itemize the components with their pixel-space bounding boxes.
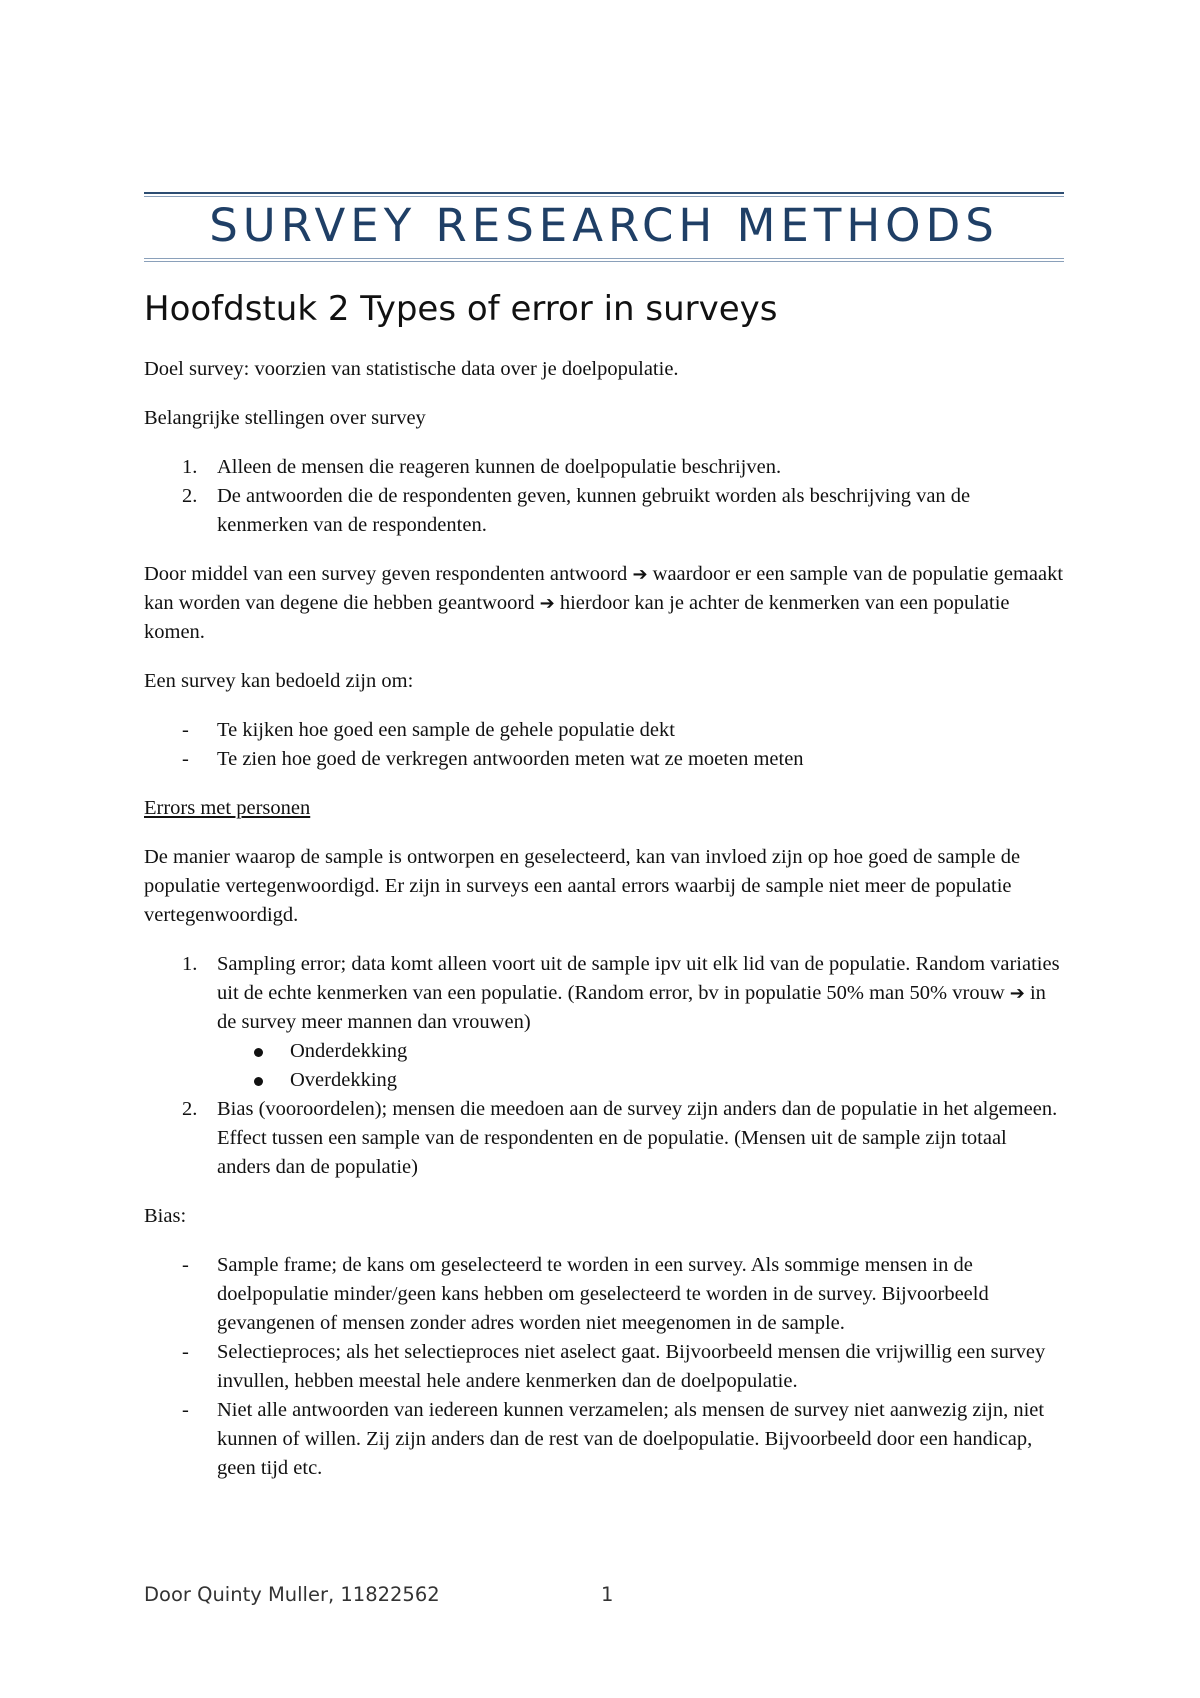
dash-marker: - [182,748,189,770]
title-rule-bottom [144,258,1064,259]
dash-marker: - [182,1341,189,1363]
list-number: 1. [182,953,198,975]
arrow-right-icon: ➔ [1009,983,1025,1004]
title-rule-bottom-thin [144,261,1064,262]
list-item [144,745,1064,774]
bullet-sublist [217,1037,1064,1095]
list-item [144,1251,1064,1338]
dash-marker: - [182,1399,189,1421]
list-item-text: Bias (vooroordelen); mensen die meedoen aan de survey zijn anders dan de populatie in het algemeen. Effect tussen een sample van de respondenten en de populatie. (Mensen uit de sample zijn totaal anders dan de populatie) [217,1098,1058,1178]
list-item-text [217,953,1060,1033]
sublist-item [144,1037,1064,1066]
chapter-heading: Hoofdstuk 2 Types of error in surveys [144,289,778,329]
paragraph-statements-intro: Belangrijke stellingen over survey [144,407,426,429]
text-segment: in de survey meer mannen dan vrouwen) [217,982,1046,1033]
title-rule-top-thin [144,196,1064,197]
dash-list-bias [144,1251,1064,1483]
numbered-list-errors [144,950,1064,1182]
list-item-text: De antwoorden die de respondenten geven, kunnen gebruikt worden als beschrijving van de kenmerken van de respondenten. [217,485,971,536]
sublist-item-text: Onderdekking [290,1040,408,1062]
text-segment: hierdoor kan je achter de kenmerken van een populatie komen. [144,592,1010,643]
list-item-text: Niet alle antwoorden van iedereen kunnen verzamelen; als mensen de survey niet aanwezig zijn, niet kunnen of willen. Zij zijn anders dan de rest van de doelpopulatie. Bijvoorbeeld door een handicap, geen tijd etc. [217,1399,1045,1479]
paragraph-survey-process [144,560,1064,647]
title-block [144,192,1064,262]
list-item [144,1396,1064,1483]
list-item-text: Alleen de mensen die reageren kunnen de doelpopulatie beschrijven. [217,456,782,478]
paragraph-goal: Doel survey: voorzien van statistische data over je doelpopulatie. [144,358,679,380]
page-number: 1 [601,1583,614,1606]
text-segment: Door middel van een survey geven respondenten antwoord [144,563,633,585]
bullet-icon [254,1077,263,1086]
dash-marker: - [182,1254,189,1276]
list-item [144,453,1064,482]
list-item-text: Te zien hoe goed de verkregen antwoorden meten wat ze moeten meten [217,748,804,770]
document-body [144,355,1064,1503]
bullet-icon [254,1048,263,1057]
list-item [144,482,1064,540]
title-rule-top [144,192,1064,194]
list-item-text: Sample frame; de kans om geselecteerd te worden in een survey. Als sommige mensen in de doelpopulatie minder/geen kans hebben om geselecteerd te worden in de survey. Bijvoorbeeld gevangenen of mensen zonder adres worden niet meegenomen in de sample. [217,1254,989,1334]
list-number: 1. [182,456,198,478]
list-item [144,950,1064,1095]
numbered-list-statements [144,453,1064,540]
document-title: SURVEY RESEARCH METHODS [209,199,999,252]
sublist-item [144,1066,1064,1095]
section-heading-errors: Errors met personen [144,797,311,819]
list-number: 2. [182,1098,198,1120]
dash-marker: - [182,719,189,741]
paragraph-sample-design: De manier waarop de sample is ontworpen en geselecteerd, kan van invloed zijn op hoe goed de sample de populatie vertegenwoordigd. Er zijn in surveys een aantal errors waarbij de sample niet meer de populatie vertegenwoordigd. [144,846,1021,926]
list-item [144,1338,1064,1396]
arrow-right-icon: ➔ [539,593,555,614]
list-item [144,716,1064,745]
footer-author: Door Quinty Muller, 11822562 [144,1583,440,1606]
sublist-item-text: Overdekking [290,1069,398,1091]
paragraph-bias-label: Bias: [144,1205,187,1227]
text-segment: Sampling error; data komt alleen voort uit de sample ipv uit elk lid van de populatie. Random variaties uit de echte kenmerken van een populatie. (Random error, bv in populatie 50% man 50% vrouw [217,953,1060,1004]
dash-list-purposes [144,716,1064,774]
list-item [144,1095,1064,1182]
list-item-text: Selectieproces; als het selectieproces niet aselect gaat. Bijvoorbeeld mensen die vrijwillig een survey invullen, hebben meestal hele andere kenmerken dan de doelpopulatie. [217,1341,1046,1392]
list-number: 2. [182,485,198,507]
text-segment: waardoor er een sample van de populatie gemaakt kan worden van degene die hebben geantwoord [144,563,1064,614]
list-item-text: Te kijken hoe goed een sample de gehele populatie dekt [217,719,675,741]
paragraph-purpose-intro: Een survey kan bedoeld zijn om: [144,670,414,692]
arrow-right-icon: ➔ [632,564,648,585]
